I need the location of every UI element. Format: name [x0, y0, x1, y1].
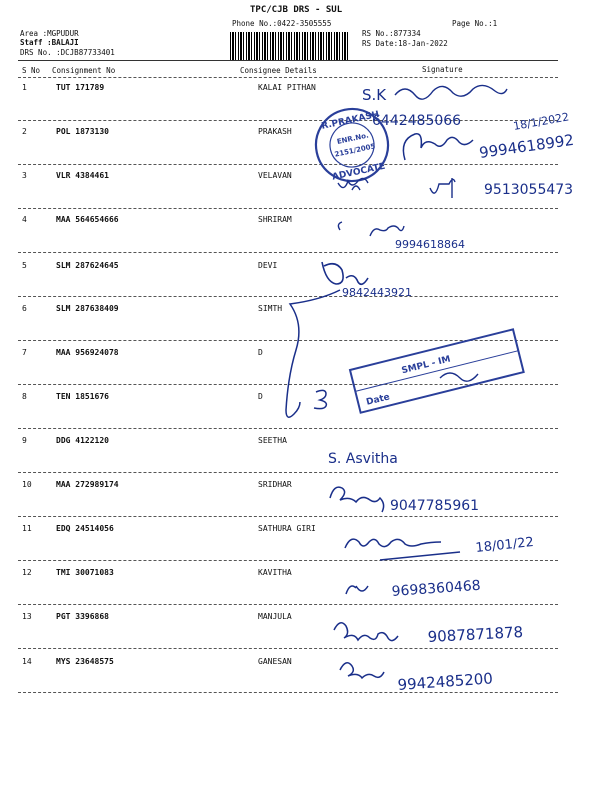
row-consignee: VELAVAN — [258, 171, 292, 180]
row-consignment: TUT 171789 — [56, 83, 105, 92]
row-consignment: MAA 956924078 — [56, 348, 119, 357]
barcode — [230, 32, 350, 60]
row-consignee: KALAI PITHAN — [258, 83, 316, 92]
signature-phone: 9047785961 — [390, 498, 480, 514]
col-sno: S No — [22, 66, 41, 75]
signature-scribble — [403, 134, 473, 160]
row-sno: 10 — [22, 480, 32, 489]
row-divider — [18, 648, 558, 649]
row-consignee: SATHURA GIRI — [258, 524, 316, 533]
signature-scribble — [440, 373, 478, 381]
row-consignment: POL 1873130 — [56, 127, 109, 136]
stamp-enr-label: ENR.No. — [336, 131, 370, 146]
row-consignment: MAA 564654666 — [56, 215, 119, 224]
header-divider — [18, 60, 558, 61]
row-sno: 6 — [22, 304, 27, 313]
row-consignment: DDG 4122120 — [56, 436, 109, 445]
row-divider — [18, 692, 558, 693]
row-divider — [18, 120, 558, 121]
row-sno: 8 — [22, 392, 27, 401]
row-sno: 14 — [22, 657, 32, 666]
phone-number: Phone No.:0422-3505555 — [232, 19, 332, 28]
page-number: Page No.:1 — [452, 19, 498, 28]
column-divider — [18, 77, 558, 78]
row-divider — [18, 516, 558, 517]
staff-field: Staff :BALAJI — [20, 38, 79, 47]
signature-phone: 9994618992 — [478, 130, 576, 162]
col-signature: Signature — [422, 65, 463, 74]
signature-phone: 9994618864 — [395, 238, 465, 251]
signature-scribble — [340, 663, 384, 678]
col-consignee: Consignee Details — [240, 66, 317, 75]
row-divider — [18, 472, 558, 473]
row-sno: 7 — [22, 348, 27, 357]
row-consignee: SIMTH — [258, 304, 283, 313]
signature-name: S. Asvitha — [328, 451, 398, 467]
row-consignee: MANJULA — [258, 612, 292, 621]
row-consignee: D — [258, 392, 263, 401]
signature-scribble — [346, 586, 368, 594]
signature-scribble — [338, 178, 368, 190]
signature-stroke — [286, 290, 340, 417]
signature-scribble — [345, 539, 460, 560]
row-consignment: EDQ 24514056 — [56, 524, 114, 533]
stamp-advocate-title: ADVOCATE — [331, 161, 387, 183]
signature-scribble — [330, 487, 384, 512]
signature-phone: 9698360468 — [391, 577, 482, 600]
row-divider — [18, 384, 558, 385]
signature-scribble — [430, 178, 455, 198]
smpl-stamp — [350, 329, 524, 412]
row-consignee: SHRIRAM — [258, 215, 292, 224]
row-consignment: TEN 1851676 — [56, 392, 109, 401]
signature-scribble — [395, 85, 507, 99]
row-consignee: SRIDHAR — [258, 480, 292, 489]
row-consignee: PRAKASH — [258, 127, 292, 136]
row-divider — [18, 252, 558, 253]
row-consignee: SEETHA — [258, 436, 287, 445]
row-sno: 9 — [22, 436, 27, 445]
rs-date: RS Date:18-Jan-2022 — [362, 39, 448, 48]
row-sno: 1 — [22, 83, 27, 92]
row-consignee: KAVITHA — [258, 568, 292, 577]
row-divider — [18, 560, 558, 561]
row-consignee: DEVI — [258, 261, 278, 270]
signature-scribble — [334, 623, 398, 641]
col-consignment: Consignment No — [52, 66, 116, 75]
signature-date: 18/1/2022 — [512, 110, 571, 133]
row-consignment: TMI 30071083 — [56, 568, 114, 577]
row-divider — [18, 296, 558, 297]
row-sno: 12 — [22, 568, 32, 577]
row-sno: 4 — [22, 215, 27, 224]
signature-scribble — [338, 222, 404, 236]
row-sno: 13 — [22, 612, 32, 621]
signature-phone: 9842443921 — [342, 286, 412, 299]
row-divider — [18, 208, 558, 209]
row-consignment: VLR 4384461 — [56, 171, 109, 180]
row-consignment: MYS 23648575 — [56, 657, 114, 666]
rs-number: RS No.:877334 — [362, 29, 421, 38]
sheet-title: TPC/CJB DRS - SUL — [250, 5, 343, 15]
signature-date: 18/01/22 — [474, 534, 535, 556]
row-sno: 2 — [22, 127, 27, 136]
row-divider — [18, 428, 558, 429]
stamp-enr-number: 2151/2005 — [333, 142, 377, 159]
row-consignee: D — [258, 348, 263, 357]
signature-phone: 9087871878 — [427, 623, 524, 646]
row-divider — [18, 340, 558, 341]
area-field: Area :MGPUDUR — [20, 29, 79, 38]
signature-phone: 6442485066 — [372, 113, 462, 129]
row-consignment: PGT 3396868 — [56, 612, 109, 621]
advocate-stamp — [309, 102, 394, 187]
stamp-date-label: Date — [365, 392, 391, 408]
signature-phone: 9513055473 — [484, 182, 574, 198]
row-consignee: GANESAN — [258, 657, 292, 666]
row-divider — [18, 604, 558, 605]
row-consignment: SLM 287638409 — [56, 304, 119, 313]
stamp-code: SMPL - IM — [400, 354, 452, 377]
stamp-advocate-name: R.PRAKASH — [320, 109, 381, 132]
row-consignment: SLM 287624645 — [56, 261, 119, 270]
drs-number: DRS No. :DCJB87733401 — [20, 48, 115, 57]
row-sno: 5 — [22, 261, 27, 270]
signature-text: S.K — [362, 86, 387, 104]
row-consignment: MAA 272989174 — [56, 480, 119, 489]
signature-scribble — [322, 262, 368, 284]
row-sno: 3 — [22, 171, 27, 180]
row-sno: 11 — [22, 524, 32, 533]
signature-phone: 9942485200 — [397, 669, 494, 694]
signature-scribble — [314, 390, 326, 408]
row-divider — [18, 164, 558, 165]
